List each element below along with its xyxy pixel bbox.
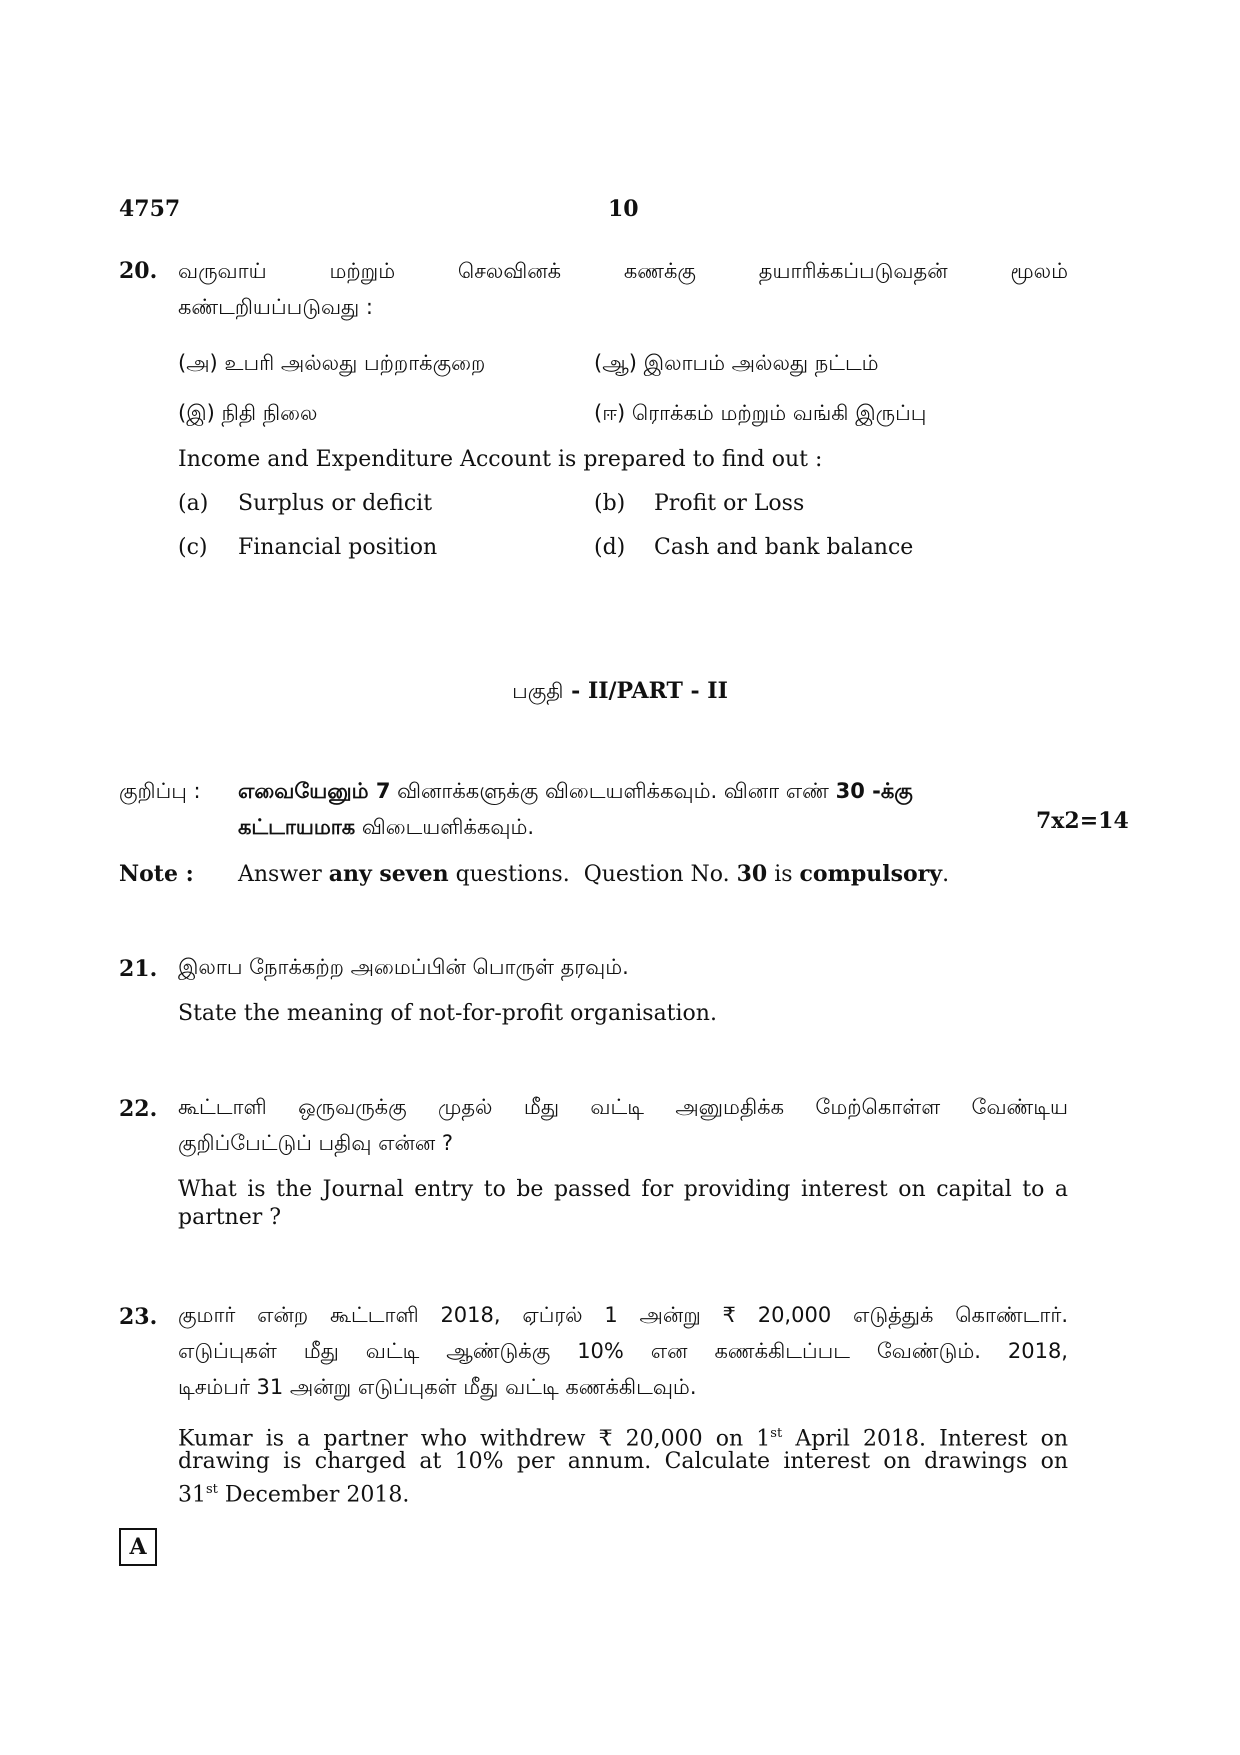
q23-en-part: April 2018. Interest on (782, 1426, 1068, 1452)
q23-en-part: Kumar is a partner who withdrew ₹ 20,000 on 1 (178, 1426, 771, 1452)
q20-en-stem: Income and Expenditure Account is prepared to find out : (178, 447, 823, 472)
note-ta-text: விடையளிக்கவும். (355, 815, 535, 839)
q22-ta-line2: குறிப்பேட்டுப் பதிவு என்ன ? (178, 1131, 454, 1155)
option-label: (b) (594, 491, 626, 516)
word: கணக்கு (623, 259, 696, 283)
q20-en-option-b (594, 490, 804, 518)
q23-ta-line3: டிசம்பர் 31 அன்று எடுப்புகள் மீது வட்டி கணக்கிடவும். (178, 1375, 697, 1399)
q20-ta-option-c (178, 396, 317, 430)
note-en-label: Note : (119, 861, 194, 887)
q20-ta-option-a (178, 346, 485, 380)
ordinal-suffix: st (206, 1482, 218, 1497)
option-label: (ஆ) (594, 351, 637, 375)
marks-allocation: 7x2=14 (1036, 808, 1129, 834)
q22-en-line1: What is the Journal entry to be passed for providing interest on capital to a (178, 1177, 1068, 1202)
q23-en-part: December 2018. (217, 1482, 410, 1508)
note-ta-label: குறிப்பு : (119, 779, 201, 803)
word: தயாரிக்கப்படுவதன் (758, 259, 948, 283)
booklet-series-box: A (119, 1528, 157, 1566)
q20-ta-option-b (594, 346, 879, 380)
note-en-part: . (942, 862, 950, 887)
option-label: (இ) (178, 401, 215, 425)
note-ta-line1 (238, 774, 913, 808)
option-text: ரொக்கம் மற்றும் வங்கி இருப்பு (631, 401, 927, 425)
part-heading-en: II/PART - II (587, 678, 728, 704)
part-heading-ta: பகுதி (512, 679, 564, 703)
page-code: 4757 (119, 196, 181, 222)
note-en-emphasis: any seven (328, 861, 449, 887)
q20-ta-stem-line2: கண்டறியப்படுவது : (178, 295, 373, 319)
page-number: 10 (608, 196, 639, 222)
q23-en-line2: drawing is charged at 10% per annum. Calculate interest on drawings on (178, 1449, 1068, 1474)
q20-ta-stem-line1 (178, 254, 1068, 288)
q20-en-option-a (178, 490, 432, 518)
note-en-part: is (767, 862, 800, 887)
option-text: உபரி அல்லது பற்றாக்குறை (224, 351, 486, 375)
ordinal-suffix: st (770, 1426, 783, 1441)
part-heading-sep: - (563, 678, 588, 704)
word: செலவினக் (457, 259, 562, 283)
word: மற்றும் (329, 259, 396, 283)
q21-en-text: State the meaning of not-for-profit organisation. (178, 1001, 717, 1026)
option-label: (a) (178, 491, 209, 516)
option-text: Cash and bank balance (654, 535, 914, 560)
note-en-emphasis: compulsory (799, 861, 943, 887)
note-en-emphasis: 30 (736, 861, 768, 887)
note-ta-text: வினாக்களுக்கு விடையளிக்கவும். வினா எண் (390, 779, 836, 803)
option-label: (c) (178, 535, 208, 560)
note-en-text (238, 860, 949, 889)
q23-ta-line2: எடுப்புகள் மீது வட்டி ஆண்டுக்கு 10% என கணக்கிடப்பட வேண்டும். 2018, (178, 1339, 1068, 1363)
note-ta-emphasis: எவையேனும் 7 (238, 779, 391, 803)
question-number: 22. (119, 1096, 158, 1122)
option-label: (d) (594, 535, 626, 560)
option-text: நிதி நிலை (221, 401, 318, 425)
note-ta-line2 (238, 810, 534, 844)
q20-en-option-c (178, 534, 437, 562)
part-heading (0, 674, 1240, 708)
q22-en-line2: partner ? (178, 1205, 282, 1230)
note-ta-emphasis: 30 -க்கு (835, 779, 913, 803)
option-text: Surplus or deficit (238, 491, 433, 516)
question-number: 21. (119, 956, 158, 982)
question-number: 23. (119, 1304, 158, 1330)
option-label: (அ) (178, 351, 218, 375)
q21-ta-text: இலாப நோக்கற்ற அமைப்பின் பொருள் தரவும். (178, 955, 629, 979)
option-text: இலாபம் அல்லது நட்டம் (643, 351, 879, 375)
option-text: Profit or Loss (654, 491, 805, 516)
note-en-part: Answer (238, 862, 329, 887)
word: வருவாய் (178, 259, 267, 283)
q23-ta-line1: குமார் என்ற கூட்டாளி 2018, ஏப்ரல் 1 அன்று ₹ 20,000 எடுத்துக் கொண்டார். (178, 1303, 1068, 1327)
option-label: (ஈ) (594, 401, 626, 425)
q23-en-line3 (178, 1476, 409, 1509)
q23-en-part: 31 (178, 1482, 206, 1508)
option-text: Financial position (238, 535, 438, 560)
q20-ta-option-d (594, 396, 926, 430)
note-en-part: questions. Question No. (448, 862, 737, 887)
note-ta-emphasis: கட்டாயமாக (238, 815, 356, 839)
word: மூலம் (1010, 259, 1068, 283)
question-number: 20. (119, 258, 158, 284)
q22-ta-line1: கூட்டாளி ஒருவருக்கு முதல் மீது வட்டி அனுமதிக்க மேற்கொள்ள வேண்டிய (178, 1095, 1068, 1119)
q20-en-option-d (594, 534, 913, 562)
